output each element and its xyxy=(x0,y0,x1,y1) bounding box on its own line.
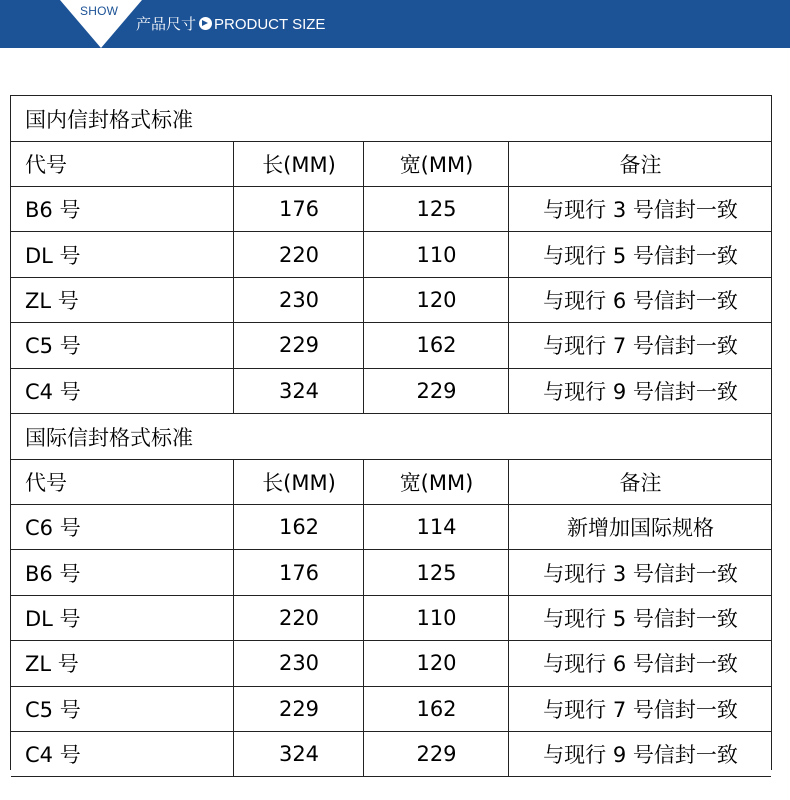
cell-note: 与现行 6 号信封一致 xyxy=(508,278,772,322)
cell-note: 与现行 5 号信封一致 xyxy=(508,596,772,640)
cell-length: 220 xyxy=(233,596,364,640)
header-note: 备注 xyxy=(508,460,772,504)
table-row xyxy=(11,187,771,232)
header-row xyxy=(11,142,771,187)
cell-code: C5 号 xyxy=(25,334,81,359)
domestic-title: 国内信封格式标准 xyxy=(25,107,193,132)
cell-code: DL 号 xyxy=(25,243,81,268)
cell-width: 162 xyxy=(363,323,509,367)
header-width: 宽(MM) xyxy=(363,142,509,186)
cell-length: 176 xyxy=(233,550,364,594)
cell-width: 120 xyxy=(363,278,509,322)
cell-width: 125 xyxy=(363,550,509,594)
cell-length: 230 xyxy=(233,278,364,322)
cell-code: DL 号 xyxy=(25,606,81,631)
international-title: 国际信封格式标准 xyxy=(25,425,193,450)
table-row xyxy=(11,369,771,414)
cell-length: 229 xyxy=(233,323,364,367)
section-title-row xyxy=(11,96,771,142)
cell-code: C4 号 xyxy=(25,743,81,768)
cell-length: 176 xyxy=(233,187,364,231)
cell-note: 与现行 3 号信封一致 xyxy=(508,187,772,231)
cell-width: 110 xyxy=(363,232,509,276)
cell-note: 与现行 9 号信封一致 xyxy=(508,732,772,776)
header-note: 备注 xyxy=(508,142,772,186)
table-row xyxy=(11,232,771,277)
table-row xyxy=(11,641,771,686)
cell-width: 110 xyxy=(363,596,509,640)
table-row xyxy=(11,732,771,777)
cell-width: 120 xyxy=(363,641,509,685)
cell-width: 229 xyxy=(363,732,509,776)
header-code: 代号 xyxy=(25,153,67,177)
table-row xyxy=(11,596,771,641)
cell-note: 与现行 7 号信封一致 xyxy=(508,323,772,367)
header-code: 代号 xyxy=(25,471,67,495)
page-title xyxy=(136,13,325,34)
header-length: 长(MM) xyxy=(233,142,364,186)
cell-code: ZL 号 xyxy=(25,288,79,313)
cell-note: 与现行 5 号信封一致 xyxy=(508,232,772,276)
cell-code: B6 号 xyxy=(25,561,81,586)
size-table xyxy=(10,95,772,770)
title-en: PRODUCT SIZE xyxy=(214,16,326,33)
cell-length: 324 xyxy=(233,732,364,776)
cell-note: 与现行 7 号信封一致 xyxy=(508,687,772,731)
cell-length: 229 xyxy=(233,687,364,731)
table-row xyxy=(11,550,771,595)
cell-code: B6 号 xyxy=(25,198,81,223)
cell-note: 与现行 3 号信封一致 xyxy=(508,550,772,594)
cell-code: C5 号 xyxy=(25,697,81,722)
show-label: SHOW xyxy=(80,4,119,18)
section-title-row xyxy=(11,414,771,460)
cell-width: 125 xyxy=(363,187,509,231)
cell-code: C4 号 xyxy=(25,379,81,404)
table-row xyxy=(11,278,771,323)
cell-length: 162 xyxy=(233,505,364,549)
cell-code: C6 号 xyxy=(25,516,81,541)
title-cn: 产品尺寸 xyxy=(136,15,197,33)
cell-width: 114 xyxy=(363,505,509,549)
cell-note: 新增加国际规格 xyxy=(508,505,772,549)
header-row xyxy=(11,460,771,505)
cell-length: 220 xyxy=(233,232,364,276)
cell-note: 与现行 9 号信封一致 xyxy=(508,369,772,413)
cell-length: 230 xyxy=(233,641,364,685)
header-width: 宽(MM) xyxy=(363,460,509,504)
table-row xyxy=(11,505,771,550)
cell-code: ZL 号 xyxy=(25,652,79,677)
table-row xyxy=(11,687,771,732)
header-length: 长(MM) xyxy=(233,460,364,504)
table-row xyxy=(11,323,771,368)
cell-width: 229 xyxy=(363,369,509,413)
cell-width: 162 xyxy=(363,687,509,731)
cell-length: 324 xyxy=(233,369,364,413)
arrow-right-circle-icon xyxy=(199,17,212,30)
header-banner xyxy=(0,0,790,48)
cell-note: 与现行 6 号信封一致 xyxy=(508,641,772,685)
